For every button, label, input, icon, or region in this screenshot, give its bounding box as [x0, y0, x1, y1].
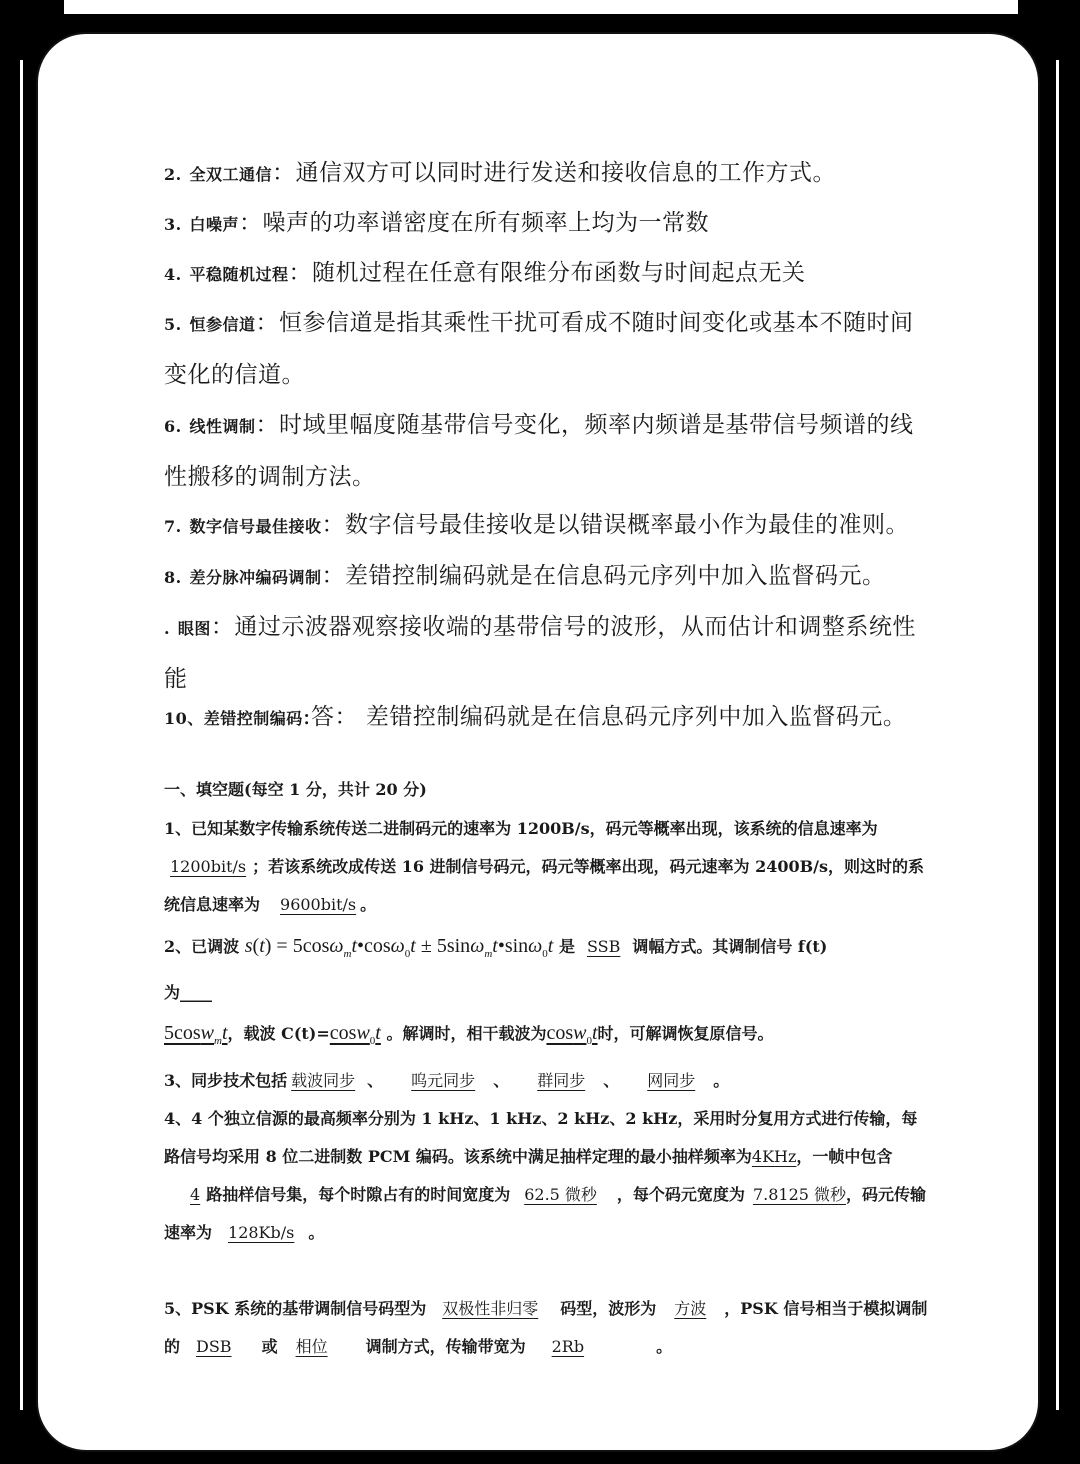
- q3-answer-3: 群同步: [537, 1071, 586, 1090]
- q1-answer-1: 1200bit/s: [170, 857, 247, 876]
- q2-line-2: 为____: [164, 983, 213, 1002]
- q2-end: 时，可解调恢复原信号。: [597, 1024, 774, 1043]
- q4-answer-5: 128Kb/s: [228, 1223, 295, 1242]
- q2-line-3: [164, 1014, 928, 1060]
- definition-text: 时域里幅度随基带信号变化，频率内频谱是基带信号频谱的线性搬移的调制方法。: [164, 412, 914, 490]
- q2-carrier: ，载波 C(t)=: [227, 1024, 330, 1043]
- definition-term: 平稳随机过程: [189, 265, 289, 284]
- q3-text: 3、同步技术包括: [164, 1071, 288, 1090]
- definition-term: 全双工通信: [189, 165, 273, 184]
- definition-9: [164, 602, 928, 704]
- q5-text: 调制方式，传输带宽为: [365, 1337, 526, 1356]
- definition-number: 4.: [164, 265, 182, 284]
- definition-term: 眼图: [177, 619, 211, 638]
- definition-4: [164, 248, 928, 300]
- q4-text: 路抽样信号集，每个时隙占有的时间宽度为: [206, 1185, 511, 1204]
- definition-term: 差错控制编码: [203, 709, 303, 728]
- definition-number: 3.: [164, 215, 182, 234]
- definition-term: 差分脉冲编码调制: [189, 568, 322, 587]
- definition-number: 8.: [164, 568, 182, 587]
- definition-sep: ：: [239, 210, 263, 236]
- top-strip: [64, 0, 1018, 14]
- definition-sep: ：: [255, 412, 280, 438]
- definition-10: [164, 692, 928, 744]
- definition-sep: ：: [272, 160, 296, 186]
- definition-number: .: [164, 619, 171, 638]
- q3-sep: 、: [603, 1071, 620, 1090]
- signal-formula: 5cosw$_m$t: [164, 1022, 228, 1047]
- q3-sep: 、: [367, 1071, 384, 1090]
- q4-text: 4、4 个独立信源的最高频率分别为 1 kHz、1 kHz、2 kHz、2 kHz，采用时分复用方式进行传输，每路信号均采用 8 位二进制数 PCM 编码。该系统中满足抽样定理的最小抽样频率为: [164, 1109, 918, 1166]
- question-4: [164, 1100, 928, 1252]
- definition-6: [164, 400, 928, 502]
- definition-sep: ：: [255, 310, 280, 336]
- q3-sep: 、: [493, 1071, 510, 1090]
- q5-text: 码型，波形为: [560, 1299, 657, 1318]
- definition-term: 数字信号最佳接收: [189, 517, 322, 536]
- right-edge-line: [1056, 60, 1059, 1410]
- q3-answer-4: 网同步: [647, 1071, 696, 1090]
- question-3: [164, 1062, 928, 1100]
- definition-text: 噪声的功率谱密度在所有频率上均为一常数: [262, 210, 710, 236]
- q1-text: 1、已知某数字传输系统传送二进制码元的速率为 1200B/s，码元等概率出现，该系统的信息速率为: [164, 819, 878, 838]
- definition-text: 答： 差错控制编码就是在信息码元序列中加入监督码元。: [311, 704, 907, 730]
- q4-answer-4: 7.8125 微秒: [752, 1185, 847, 1204]
- q1-text: ；若该系统改成传送 16 进制信号码元，码元等概率出现，码元速率为 2400B/s，则这时的系统信息速率为: [164, 857, 924, 914]
- q2-demod: 。解调时，相干载波为: [386, 1024, 547, 1043]
- definition-text: 数字信号最佳接收是以错误概率最小作为最佳的准则。: [345, 512, 910, 538]
- q2-prefix: 2、已调波: [164, 937, 240, 956]
- definition-sep: ：: [321, 512, 346, 538]
- definition-number: 5.: [164, 315, 182, 334]
- coherent-carrier-formula: cosw$_0$t: [546, 1022, 598, 1047]
- definition-number: 6.: [164, 417, 182, 436]
- q2-is: 是: [558, 937, 575, 956]
- definition-text: 通过示波器观察接收端的基带信号的波形，从而估计和调整系统性能: [164, 614, 916, 692]
- definition-2: [164, 148, 928, 200]
- definition-7: [164, 500, 928, 552]
- q5-answer-4: 相位: [295, 1337, 328, 1356]
- q4-text: 。: [308, 1223, 325, 1242]
- definition-number: 2.: [164, 165, 182, 184]
- q4-answer-2: 4: [190, 1185, 201, 1204]
- modulated-wave-formula: s(t) = 5cosω$_m$t•cosω$_0$t ± 5sinω$_m$t•sinω$_0$t: [244, 935, 554, 960]
- definition-number: 7.: [164, 517, 182, 536]
- q4-answer-1: 4KHz: [751, 1147, 797, 1166]
- left-edge-line: [20, 60, 23, 1410]
- carrier-formula: cosw$_0$t: [329, 1022, 381, 1047]
- definition-text: 恒参信道是指其乘性干扰可看成不随时间变化或基本不随时间变化的信道。: [164, 310, 914, 388]
- q5-answer-3: DSB: [196, 1337, 232, 1356]
- q5-text: 或: [261, 1337, 278, 1356]
- definition-term: 线性调制: [189, 417, 256, 436]
- definition-sep: ：: [288, 260, 313, 286]
- definition-5: [164, 298, 928, 400]
- q5-answer-5: 2Rb: [551, 1337, 585, 1356]
- q5-text: 。: [656, 1337, 673, 1356]
- q1-answer-2: 9600bit/s: [280, 895, 357, 914]
- definition-sep: ：: [321, 563, 346, 589]
- q3-answer-2: 呜元同步: [411, 1071, 476, 1090]
- q4-answer-3: 62.5 微秒: [524, 1185, 597, 1204]
- q4-text: ，每个码元宽度为: [616, 1185, 745, 1204]
- question-1: [164, 810, 928, 924]
- definition-term: 白噪声: [189, 215, 240, 234]
- q1-text: 。: [360, 895, 377, 914]
- q2-mid: 调幅方式。其调制信号 f(t): [632, 937, 828, 956]
- q4-text: ，码元传输速率为: [164, 1185, 927, 1242]
- definition-text: 差错控制编码就是在信息码元序列中加入监督码元。: [345, 563, 886, 589]
- question-5: [164, 1290, 928, 1366]
- definition-text: 通信双方可以同时进行发送和接收信息的工作方式。: [295, 160, 837, 186]
- q3-end: 。: [713, 1071, 730, 1090]
- q5-answer-2: 方波: [674, 1299, 707, 1318]
- q5-answer-1: 双极性非归零: [442, 1299, 539, 1318]
- definition-sep: ：: [210, 614, 235, 640]
- q5-text: 5、PSK 系统的基带调制信号码型为: [164, 1299, 427, 1318]
- definition-8: [164, 551, 928, 603]
- q3-answer-1: 载波同步: [291, 1071, 356, 1090]
- q4-text: ，一帧中包含: [796, 1147, 893, 1166]
- question-2: [164, 926, 928, 974]
- q5-text: ，PSK 信号相当于模拟调制的: [164, 1299, 928, 1356]
- section-title: 一、填空题(每空 1 分，共计 20 分): [164, 780, 427, 799]
- q2-answer-ssb: SSB: [586, 937, 621, 956]
- definition-3: [164, 198, 928, 250]
- definition-term: 恒参信道: [189, 315, 256, 334]
- definition-text: 随机过程在任意有限维分布函数与时间起点无关: [312, 260, 806, 286]
- definition-sep: :: [302, 704, 312, 730]
- definition-number: 10、: [164, 709, 204, 728]
